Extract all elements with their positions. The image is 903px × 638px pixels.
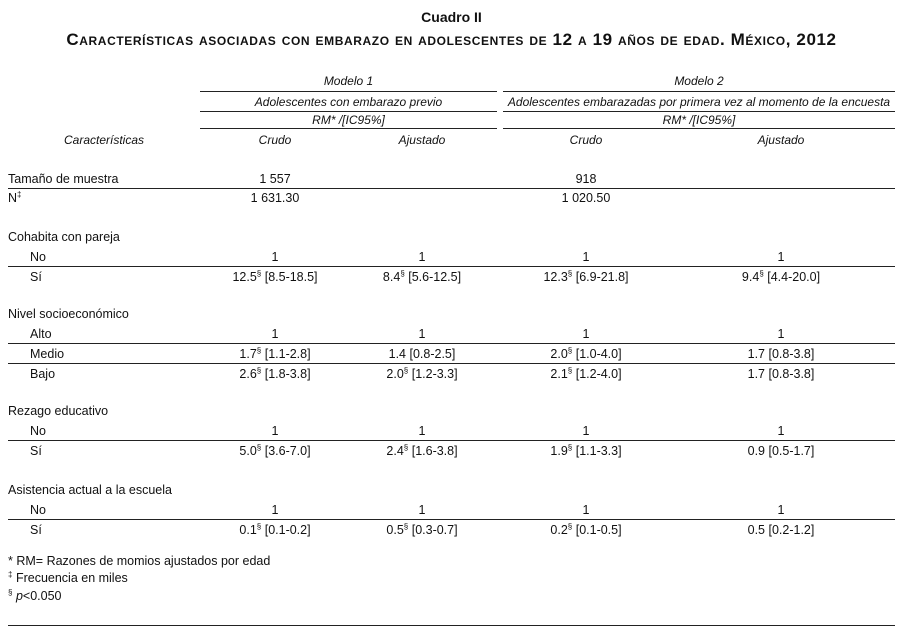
row-label: Sí	[30, 270, 42, 284]
table-cell	[721, 424, 841, 438]
footnote-text: <0.050	[22, 589, 62, 603]
cell-value: 1	[777, 424, 785, 438]
cell-value: 1	[777, 250, 785, 264]
cell-ci: [1.0-4.0]	[575, 347, 622, 361]
significance-mark: §	[400, 269, 405, 278]
cell-value: 1	[271, 424, 279, 438]
cell-value: 2.0	[386, 367, 404, 381]
cell-value: 1	[777, 503, 785, 517]
group-label: Asistencia actual a la escuela	[8, 483, 172, 497]
group-label: Rezago educativo	[8, 404, 109, 418]
cell-value: 2.6	[239, 367, 257, 381]
table-title: Características asociadas con embarazo en adolescentes de 12 a 19 años de edad. México, 2012	[66, 30, 837, 49]
group-label: Cohabita con pareja	[8, 230, 120, 244]
footnote-text: RM= Razones de momios ajustados por edad	[16, 554, 271, 568]
cell-value: 1.9	[550, 444, 568, 458]
cell-value: 0.5	[386, 523, 404, 537]
significance-mark: §	[567, 366, 573, 375]
table-cell	[526, 367, 646, 381]
significance-mark: §	[567, 269, 573, 278]
row-rule	[8, 343, 895, 344]
table-cell	[362, 250, 482, 264]
cell-value: 0.5	[747, 523, 766, 537]
sample-size-model1: 1 557	[259, 172, 291, 186]
cell-ci: [0.8-3.8]	[768, 367, 815, 381]
significance-mark: §	[567, 346, 573, 355]
cell-value: 1	[418, 327, 426, 341]
cell-ci: [1.2-3.3]	[411, 367, 458, 381]
model1-header: Modelo 1	[323, 74, 374, 88]
significance-mark: §	[256, 443, 262, 452]
row-rule	[8, 266, 895, 267]
table-cell	[721, 270, 841, 284]
significance-mark: §	[403, 443, 409, 452]
table-cell	[362, 444, 482, 458]
row-label: Bajo	[30, 367, 56, 381]
cell-ci: [3.6-7.0]	[264, 444, 311, 458]
table-cell	[526, 424, 646, 438]
cell-value: 2.4	[386, 444, 404, 458]
table-bottom-rule	[8, 625, 895, 626]
cell-ci: [0.8-2.5]	[409, 347, 456, 361]
row-label: No	[30, 250, 46, 264]
row-label: Medio	[30, 347, 65, 361]
model2-rule	[503, 91, 895, 92]
significance-mark: §	[403, 522, 409, 531]
model2-subtitle-rule	[503, 111, 895, 112]
cell-value: 12.3	[543, 270, 568, 284]
model2-crude-header: Crudo	[569, 133, 603, 147]
table-cell	[526, 444, 646, 458]
significance-mark: §	[567, 443, 573, 452]
significance-mark: §	[256, 269, 262, 278]
row-label: Sí	[30, 523, 42, 537]
table-cell	[215, 367, 335, 381]
sample-size-label: Tamaño de muestra	[8, 172, 119, 186]
cell-ci: [5.6-12.5]	[408, 270, 462, 284]
table-cell	[215, 347, 335, 361]
row-rule	[8, 188, 895, 189]
footnote-mark: ‡	[8, 570, 13, 579]
row-label: Alto	[30, 327, 52, 341]
table-cell	[721, 444, 841, 458]
cell-value: 2.0	[550, 347, 568, 361]
significance-mark: §	[567, 522, 573, 531]
cell-value: 1	[271, 503, 279, 517]
cell-value: 9.4	[741, 270, 760, 284]
cell-value: 1	[582, 424, 590, 438]
cell-value: 1	[582, 503, 590, 517]
table-cell	[215, 503, 335, 517]
n-label: N‡	[8, 190, 22, 205]
row-rule	[8, 440, 895, 441]
cell-value: 1.7	[239, 347, 257, 361]
cell-ci: [0.1-0.2]	[264, 523, 311, 537]
model1-adjusted-header: Ajustado	[398, 133, 446, 147]
model2-adjusted-header: Ajustado	[757, 133, 805, 147]
table-cell	[362, 327, 482, 341]
table-cell	[721, 347, 841, 361]
cell-value: 1	[582, 327, 590, 341]
cell-ci: [1.1-3.3]	[575, 444, 622, 458]
footnote-mark: §	[8, 588, 13, 597]
cell-ci: [1.2-4.0]	[575, 367, 622, 381]
cell-value: 0.2	[550, 523, 568, 537]
model2-header: Modelo 2	[674, 74, 724, 88]
cell-ci: [0.5-1.7]	[768, 444, 815, 458]
cell-ci: [0.2-1.2]	[768, 523, 815, 537]
significance-mark: §	[256, 366, 262, 375]
table-cell	[721, 367, 841, 381]
cell-ci: [0.8-3.8]	[768, 347, 815, 361]
cell-value: 1.4	[388, 347, 407, 361]
cell-value: 2.1	[550, 367, 568, 381]
row-rule	[8, 519, 895, 520]
group-label: Nivel socioeconómico	[8, 307, 129, 321]
footnote-text: Frecuencia en miles	[15, 571, 128, 585]
cell-value: 12.5	[232, 270, 257, 284]
cell-value: 1	[418, 424, 426, 438]
n-model1: 1 631.30	[250, 191, 300, 205]
table-cell	[215, 424, 335, 438]
cell-value: 1	[777, 327, 785, 341]
table-cell	[215, 327, 335, 341]
table-cell	[526, 270, 646, 284]
characteristics-header: Características	[63, 133, 145, 147]
table-cell	[215, 444, 335, 458]
cell-value: 1	[418, 250, 426, 264]
cell-value: 0.9	[747, 444, 766, 458]
significance-mark: §	[403, 366, 409, 375]
table-cell	[215, 270, 335, 284]
cell-ci: [1.6-3.8]	[411, 444, 458, 458]
cell-value: 1	[271, 327, 279, 341]
model1-measure: RM* /[IC95%]	[312, 113, 385, 127]
cell-value: 8.4	[382, 270, 401, 284]
cell-ci: [4.4-20.0]	[767, 270, 821, 284]
footnote-italic: p	[15, 589, 23, 603]
footnote	[8, 589, 61, 603]
cell-value: 1.7	[747, 367, 766, 381]
model2-measure: RM* /[IC95%]	[662, 113, 736, 127]
footnote	[8, 571, 128, 585]
table-cell	[362, 424, 482, 438]
cell-ci: [0.3-0.7]	[411, 523, 458, 537]
row-label: No	[30, 503, 46, 517]
table-cell	[526, 503, 646, 517]
cell-value: 5.0	[239, 444, 257, 458]
table-cell	[362, 523, 482, 537]
table-cell	[721, 250, 841, 264]
cell-ci: [8.5-18.5]	[264, 270, 318, 284]
table-cell	[362, 270, 482, 284]
row-label: No	[30, 424, 46, 438]
table-cell	[526, 250, 646, 264]
table-cell	[526, 523, 646, 537]
cell-ci: [1.8-3.8]	[264, 367, 311, 381]
model1-rule	[200, 91, 497, 92]
table-cell	[362, 347, 482, 361]
cell-value: 1.7	[747, 347, 766, 361]
model1-subtitle: Adolescentes con embarazo previo	[254, 95, 443, 109]
cell-value: 0.1	[239, 523, 257, 537]
model2-subtitle: Adolescentes embarazadas por primera vez al momento de la encuesta	[507, 95, 891, 109]
table-cell	[215, 523, 335, 537]
n-model2: 1 020.50	[561, 191, 611, 205]
cell-value: 1	[418, 503, 426, 517]
cell-ci: [6.9-21.8]	[575, 270, 629, 284]
table-cell	[721, 503, 841, 517]
model1-measure-rule	[200, 128, 497, 129]
table-label: Cuadro II	[421, 9, 482, 25]
significance-mark: §	[759, 269, 764, 278]
table-cell	[526, 327, 646, 341]
table-cell	[362, 503, 482, 517]
row-label: Sí	[30, 444, 42, 458]
table-cell	[526, 347, 646, 361]
model1-crude-header: Crudo	[258, 133, 292, 147]
cell-ci: [1.1-2.8]	[264, 347, 311, 361]
table-cell	[721, 327, 841, 341]
model2-measure-rule	[503, 128, 895, 129]
table-cell	[721, 523, 841, 537]
footnote	[8, 554, 270, 568]
significance-mark: §	[256, 346, 262, 355]
footnote-mark: *	[8, 554, 13, 568]
significance-mark: §	[256, 522, 262, 531]
cell-value: 1	[582, 250, 590, 264]
cell-value: 1	[271, 250, 279, 264]
model1-subtitle-rule	[200, 111, 497, 112]
sample-size-model2: 918	[575, 172, 597, 186]
cell-ci: [0.1-0.5]	[575, 523, 622, 537]
table-cell	[215, 250, 335, 264]
row-rule	[8, 363, 895, 364]
table-cell	[362, 367, 482, 381]
